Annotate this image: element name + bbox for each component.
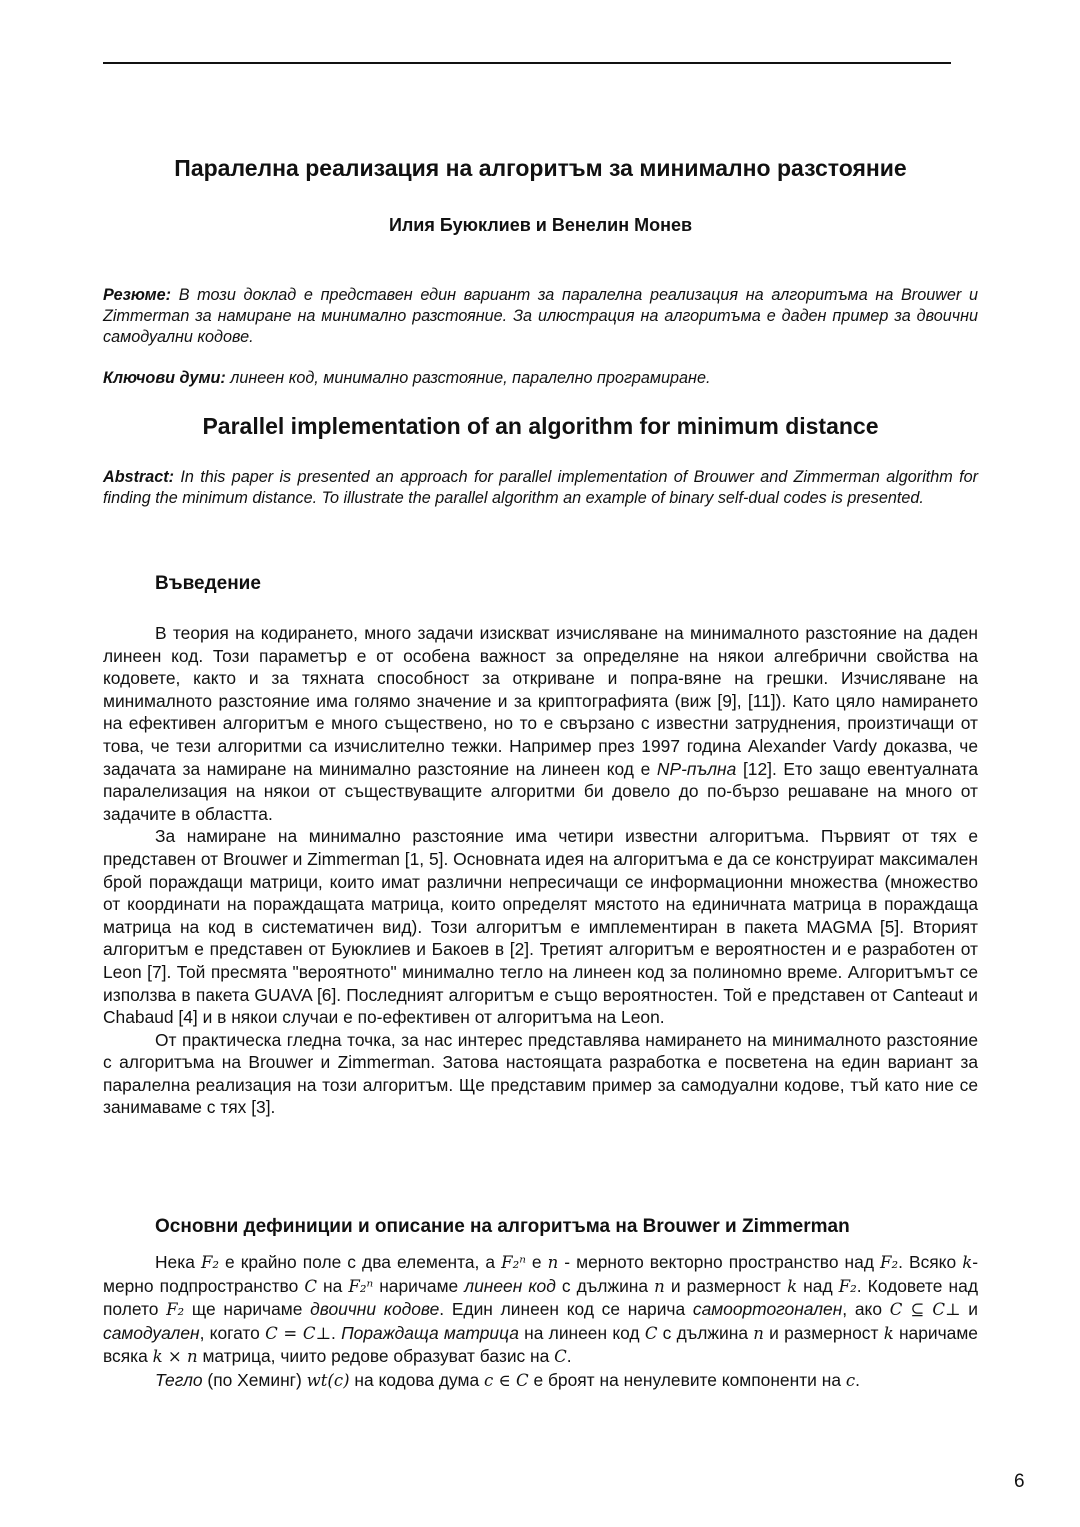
def-text: на кодова дума bbox=[349, 1369, 485, 1390]
def-text: на линеен код bbox=[518, 1322, 645, 1343]
def-text: . Всяко bbox=[898, 1252, 963, 1272]
def-term: Пораждаща матрица bbox=[341, 1322, 519, 1343]
def-math: k × n bbox=[152, 1347, 198, 1367]
page-number: 6 bbox=[1014, 1471, 1025, 1492]
intro-paragraph-3: От практическа гледна точка, за нас интерес представлява намирането на минималното разстояние с алгоритъма на Brouwer и Zimmerman. Затова настоящата разработка е посветена на един вариант за паралелна реализация на този алгоритъм. Ще представим пример за самодуални кодове, тъй като ние се занимаваме с тях [3]. bbox=[103, 1029, 978, 1118]
def-text: матрица, чиито редове образуват базис на bbox=[197, 1346, 555, 1367]
section-heading-definitions: Основни дефиниции и описание на алгоритъма на Brouwer и Zimmerman bbox=[155, 1216, 850, 1237]
intro-p1-text-a: В теория на кодирането, много задачи изискват изчисляване на минималното разстояние на даден линеен код. Този параметър е от особена важност за определяне на някои алгебрични свойства на кодовете, както и за тяхната способност за откриване и попра-вяне на грешки. Изчисляване на минималното разстояние има голямо значение и за криптографията (виж [9], [11]). Като цяло намирането на ефективен алгоритъм е много съществено, но то е свързано с известни затруднения, произтичащи от това, че тези алгоритми са изчислително тежки. Например през 1997 година Alexander Vardy доказва, че задачата за намиране на минимално разстояние на линеен код е bbox=[103, 623, 978, 779]
def-text: наричаме всяка bbox=[103, 1322, 978, 1367]
abstract-en bbox=[103, 467, 978, 509]
def-text: е броят на ненулевите компоненти на bbox=[528, 1369, 846, 1390]
def-math: n bbox=[547, 1253, 559, 1272]
definitions-body bbox=[103, 1251, 978, 1393]
def-math: c bbox=[845, 1370, 856, 1390]
authors: Илия Буюклиев и Венелин Монев bbox=[388, 215, 693, 235]
keywords-bg-label: Ключови думи: bbox=[103, 369, 226, 387]
abstract-en-text: In this paper is presented an approach for parallel implementation of Brouwer and Zimmerman algorithm for finding the minimum distance. To illustrate the parallel algorithm an example of binary self-dual codes is presented. bbox=[103, 468, 978, 507]
def-text: . bbox=[331, 1322, 342, 1343]
def-text: над bbox=[797, 1275, 839, 1296]
def-math: F₂ⁿ bbox=[348, 1276, 374, 1296]
def-term: двоични кодове bbox=[310, 1299, 440, 1320]
def-text: и bbox=[960, 1299, 978, 1320]
def-math: F₂ bbox=[166, 1300, 185, 1320]
def-math: F₂ bbox=[200, 1253, 220, 1272]
def-math: k bbox=[962, 1253, 973, 1272]
def-math: n bbox=[753, 1323, 764, 1343]
abstract-bg-text: В този доклад е представен един вариант за паралелна реализация на алгоритъма на Brouwer и Zimmerman за намиране на минимално разстояние. За илюстрация на алгоритъма е даден пример за двоични самодуални кодове. bbox=[103, 286, 978, 346]
section-heading-intro: Въведение bbox=[155, 573, 261, 594]
definitions-paragraph-2 bbox=[103, 1369, 978, 1393]
intro-paragraph-1 bbox=[103, 622, 978, 825]
header-rule bbox=[103, 62, 951, 64]
keywords-bg-text: линеен код, минимално разстояние, паралелно програмиране. bbox=[225, 369, 711, 387]
def-text: . bbox=[566, 1346, 572, 1367]
def-math: wt(c) bbox=[306, 1370, 350, 1390]
def-math: C bbox=[554, 1347, 567, 1367]
def-math: C = C⊥ bbox=[265, 1323, 331, 1343]
def-term: самодуален bbox=[103, 1322, 200, 1343]
def-text: . Един линеен код се нарича bbox=[439, 1299, 693, 1320]
def-text: -мерно подпространство bbox=[103, 1252, 978, 1296]
def-text: е крайно поле с два елемента, а bbox=[219, 1252, 502, 1272]
def-text: с дължина bbox=[657, 1322, 754, 1343]
paper-title-bg: Паралелна реализация на алгоритъм за минимално разстояние bbox=[174, 155, 907, 181]
abstract-bg-label: Резюме: bbox=[103, 286, 171, 304]
def-math: k bbox=[787, 1276, 798, 1296]
paper-title-en: Parallel implementation of an algorithm for minimum distance bbox=[202, 413, 879, 439]
intro-p1-np: NP-пълна bbox=[656, 758, 737, 779]
def-text: с дължина bbox=[555, 1275, 655, 1296]
def-math: F₂ bbox=[880, 1253, 899, 1272]
def-math: C bbox=[304, 1276, 317, 1296]
def-math: C ⊆ C⊥ bbox=[889, 1300, 961, 1320]
def-text: и размерност bbox=[763, 1322, 884, 1343]
def-math: F₂ bbox=[838, 1276, 857, 1296]
abstract-en-label: Abstract: bbox=[103, 468, 175, 486]
def-math: n bbox=[654, 1276, 665, 1296]
def-term: Тегло bbox=[155, 1369, 203, 1390]
intro-p1-text-b: [12]. Ето защо евентуалната паралелизация на някои от съществуващите алгоритми би довело до по-бързо решаване на много от задачите в областта. bbox=[103, 758, 978, 824]
def-math: C bbox=[644, 1323, 658, 1343]
intro-body bbox=[103, 622, 978, 1119]
def-term: самоортогонален bbox=[692, 1299, 843, 1320]
def-text: . Кодовете над полето bbox=[103, 1275, 978, 1320]
def-text: . bbox=[855, 1369, 860, 1390]
def-text: , ако bbox=[842, 1299, 890, 1320]
def-text: и размерност bbox=[664, 1275, 788, 1296]
def-text: е bbox=[525, 1252, 548, 1272]
def-text: Нека bbox=[155, 1252, 201, 1272]
definitions-paragraph-1 bbox=[103, 1251, 978, 1369]
def-text: (по Хеминг) bbox=[202, 1369, 307, 1390]
intro-paragraph-2: За намиране на минимално разстояние има четири известни алгоритъма. Първият от тях е представен от Brouwer и Zimmerman [1, 5]. Основната идея на алгоритъма е да се конструират максимален брой пораждащи матрици, които имат различни непресичащи се информационни множества (множество от координати на пораждащата матрица, които определят мястото на единичната матрица в пораждаща матрица на код в систематичен вид). Този алгоритъм е имплементиран в пакета MAGMA [5]. Вторият алгоритъм е представен от Буюклиев и Бакоев в [2]. Третият алгоритъм е вероятностен и е разработен от Leon [7]. Той пресмята "вероятното" минимално тегло на линеен код за полиномно време. Алгоритъмът се използва в пакета GUAVA [6]. Последният алгоритъм е също вероятностен. Той е представен от Canteaut и Chabaud [4] и в някои случаи е по-ефективен от алгоритъма на Leon. bbox=[103, 826, 978, 1028]
def-text: наричаме bbox=[373, 1275, 465, 1296]
def-text: ще наричаме bbox=[184, 1299, 311, 1320]
def-term: линеен код bbox=[464, 1275, 556, 1296]
def-text: , когато bbox=[199, 1322, 266, 1343]
abstract-bg bbox=[103, 285, 978, 347]
def-math: c ∈ C bbox=[484, 1370, 529, 1390]
keywords-bg bbox=[103, 368, 978, 389]
def-math: F₂ⁿ bbox=[501, 1253, 526, 1272]
def-text: на bbox=[316, 1275, 349, 1296]
def-text: - мерното векторно пространство над bbox=[558, 1252, 881, 1272]
def-math: k bbox=[883, 1323, 894, 1343]
